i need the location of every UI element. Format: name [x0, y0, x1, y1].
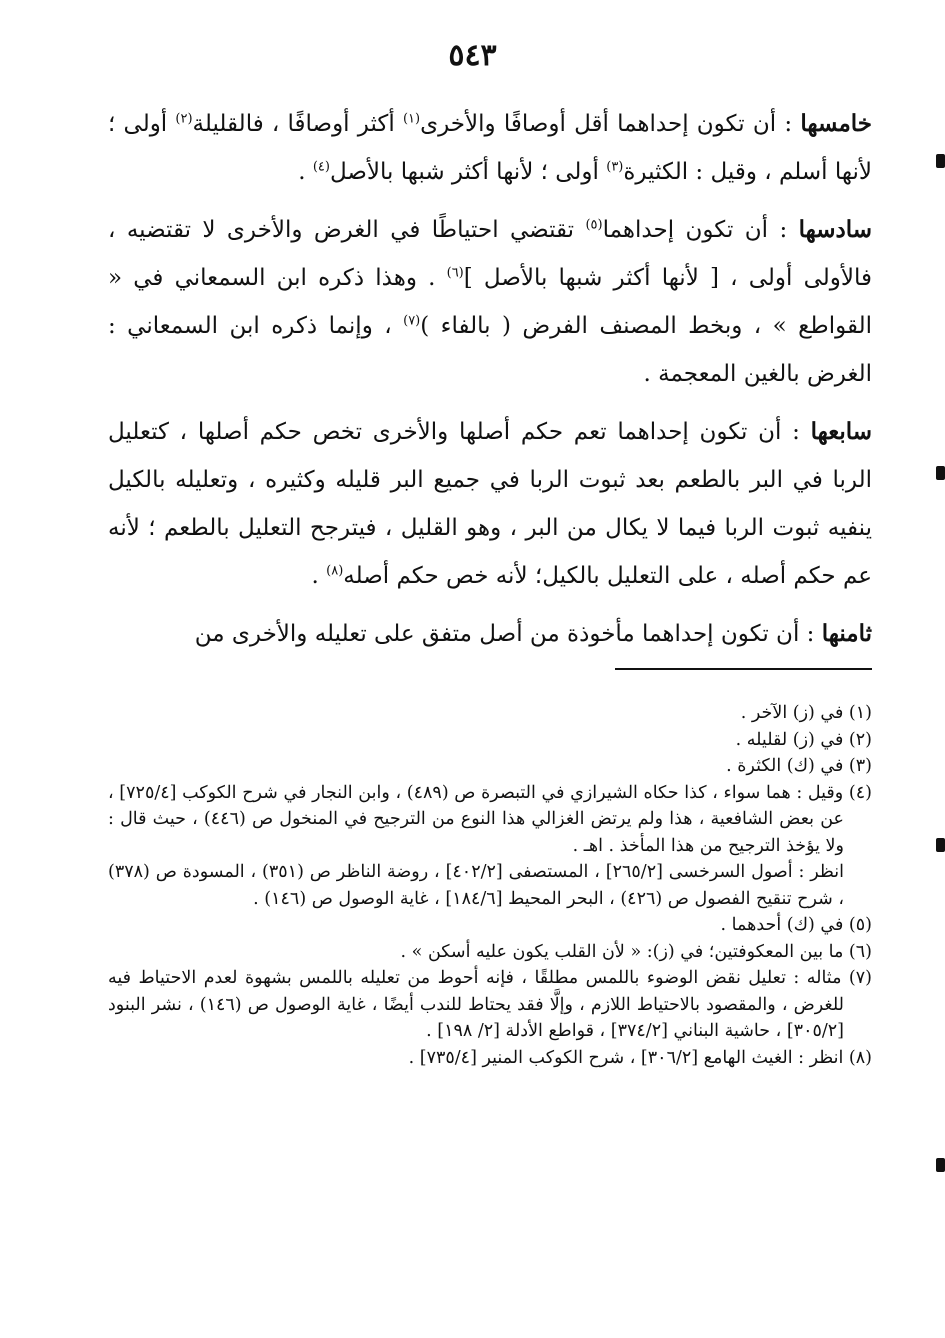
footnote-4: (٤) وقيل : هما سواء ، كذا حكاه الشيرازي في التبصرة ص (٤٨٩) ، وابن النجار في شرح الكوكب [٧٢٥/٤] ، عن بعض الشافعية ، هذا ولم يرتض الغزالي هذا النوع من الترجيح في المنخول ص (٤٤٦) ، حيث قال : ولا يؤخذ الترجيح من هذا المأخذ . اهـ . [108, 782, 872, 856]
edge-mark [936, 1158, 945, 1172]
paragraph-lead: سادسها [798, 216, 872, 243]
footnote-marker: (٤) [312, 159, 330, 175]
footnote-4-references: انظر : أصول السرخسى [٢٦٥/٢] ، المستصفى [٤٠٢/٢] ، روضة الناظر ص (٣٥١) ، المسودة ص (٣٧٨) ، شرح تنقيح الفصول ص (٤٢٦) ، البحر المحيط [١٨٤/٦] ، غاية الوصول ص (١٤٦) . [108, 862, 844, 909]
paragraph-seventh: سابعها : أن تكون إحداهما تعم حكم أصلها والأخرى تخص حكم أصلها ، كتعليل الربا في البر بالطعم بعد ثبوت الربا في جميع البر قليله وكثيره ، وتعليله بالكيل ينفيه ثبوت الربا فيما لا يكال من البر ، وهو القليل ، فيترجح التعليل بالطعم ؛ لأنه عم حكم أصله ، على التعليل بالكيل؛ لأنه خص حكم أصله$^{(٨)}$ . [108, 418, 872, 589]
footnote-marker: (١) [402, 111, 421, 127]
paragraph-lead: خامسها [800, 110, 873, 137]
edge-mark [936, 838, 945, 852]
footnote-marker: (٣) [606, 159, 624, 175]
paragraph-lead: سابعها [810, 418, 872, 445]
footnotes [108, 700, 872, 1071]
footnote-2: (٢) في (ز) لقليله . [735, 729, 872, 750]
footnote-marker: (٦) [446, 265, 464, 281]
paragraph-eighth: ثامنها : أن تكون إحداهما مأخوذة من أصل متفق على تعليله والأخرى من [194, 620, 872, 647]
main-text [108, 100, 872, 668]
paragraph-sixth: سادسها : أن تكون إحداهما$^{(٥)}$ تقتضي احتياطًا في الغرض والأخرى لا تقتضيه ، فالأولى أولى ، [ لأنها أكثر شبها بالأصل ]$^{(٦)}$ . وهذا ذكره ابن السمعاني في « القواطع » ، وبخط المصنف الفرض ( بالفاء )$^{(٧)}$ ، وإنما ذكره ابن السمعاني : الغرض بالغين المعجمة . [108, 216, 872, 387]
edge-mark [936, 154, 945, 168]
footnote-5: (٥) في (ك) أحدهما . [720, 915, 872, 935]
footnote-8: (٨) انظر : الغيث الهامع [٣٠٦/٢] ، شرح الكوكب المنير [٧٣٥/٤] . [408, 1047, 872, 1068]
footnote-3: (٣) في (ك) الكثرة . [726, 756, 872, 776]
footnote-1: (١) في (ز) الآخر . [740, 703, 872, 723]
footnote-marker: (٥) [585, 217, 603, 233]
edge-mark [936, 466, 945, 480]
footnote-marker: (٧) [403, 313, 421, 329]
page-number: ٥٤٣ [448, 38, 497, 73]
footnote-marker: (٨) [326, 563, 344, 579]
footnote-marker: (٢) [175, 111, 193, 127]
footnote-6: (٦) ما بين المعكوفتين؛ في (ز): « لأن القلب يكون عليه أسكن » . [400, 941, 872, 962]
paragraph-lead: ثامنها [821, 620, 872, 647]
footnote-7: (٧) مثاله : تعليل نقض الوضوء باللمس مطلقًا ، فإنه أحوط من تعليله باللمس بشهوة لعدم الاحتياط فيه للغرض ، والمقصود بالاحتياط اللازم ، وإلَّا فقد يحتاط للندب أيضًا ، غاية الوصول ص (١٤٦) ، نشر البنود [٣٠٥/٢] ، حاشية البناني [٣٧٤/٢] ، قواطع الأدلة [٢/ ١٩٨] . [108, 968, 872, 1041]
paragraph-fifth: خامسها : أن تكون إحداهما أقل أوصافًا والأخرى$^{(١)}$ أكثر أوصافًا ، فالقليلة$^{(٢)}$ أولى ؛ لأنها أسلم ، وقيل : الكثيرة$^{(٣)}$ أولى ؛ لأنها أكثر شبها بالأصل$^{(٤)}$ . [108, 110, 873, 185]
footnote-separator [615, 668, 872, 670]
